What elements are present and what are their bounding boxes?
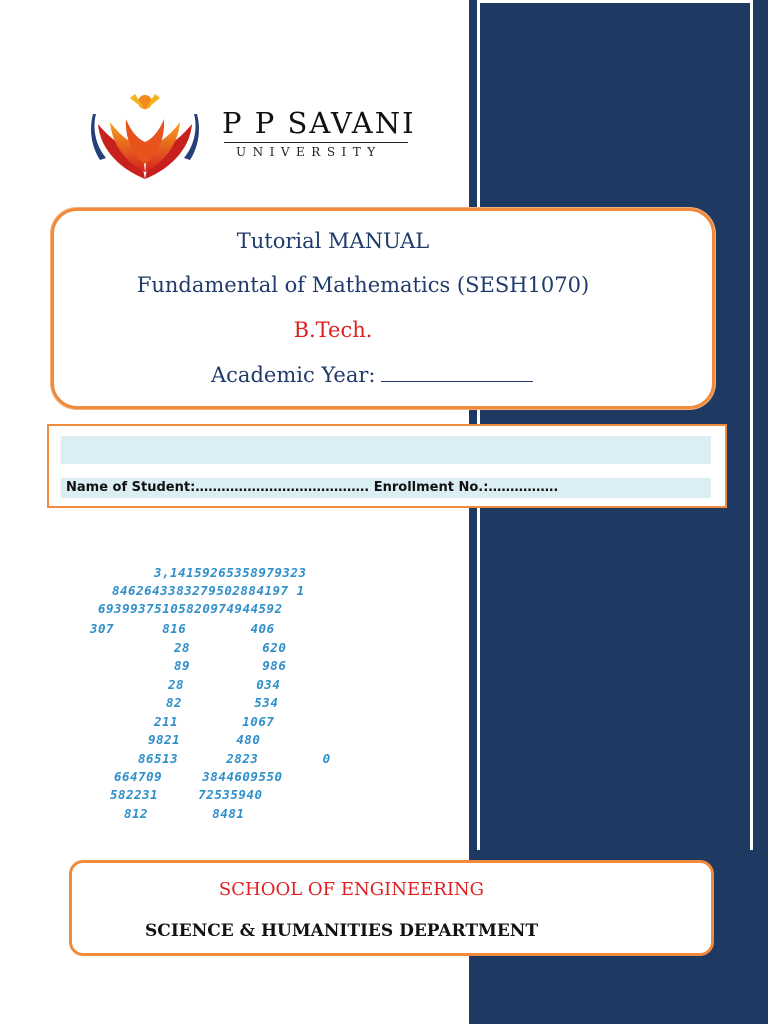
pi-digits-line: 28 034	[168, 677, 281, 692]
pi-digits-line: 89 986	[174, 658, 287, 673]
pi-digits-line: 82 534	[166, 695, 279, 710]
panel-right-line	[750, 0, 753, 850]
university-name: P P SAVANI	[222, 106, 416, 140]
pi-digits-line: 307 816 406	[90, 621, 275, 636]
pi-digits-line: 28 620	[174, 640, 287, 655]
course-title: Fundamental of Mathematics (SESH1070)	[136, 273, 590, 297]
pi-digits-line: 86513 2823 0	[138, 751, 331, 766]
pi-digits-line: 3,14159265358979323	[154, 565, 307, 580]
pi-digits-line: 211 1067	[154, 714, 275, 729]
pi-digits-artwork	[90, 565, 390, 830]
student-info-box	[47, 424, 727, 508]
pi-digits-line: 8462643383279502884197 1	[112, 583, 305, 598]
pi-digits-line: 812 8481	[124, 806, 245, 821]
department-box	[69, 860, 714, 956]
pi-digits-line: 664709 3844609550	[114, 769, 283, 784]
university-subtitle: UNIVERSITY	[236, 145, 382, 159]
pi-digits-line: 582231 72535940	[110, 787, 263, 802]
brand-divider	[224, 142, 408, 143]
panel-top-line	[480, 0, 752, 3]
program-name: B.Tech.	[293, 318, 373, 342]
academic-year-blank	[381, 363, 533, 382]
pi-digits-line: 9821 480	[148, 732, 261, 747]
manual-type: Tutorial MANUAL	[236, 229, 430, 253]
student-band	[61, 436, 711, 464]
title-box	[51, 208, 715, 409]
school-name: SCHOOL OF ENGINEERING	[218, 879, 485, 900]
student-fields-row: Name of Student:…………………………………. Enrollment No.:…………….	[61, 478, 711, 498]
academic-year-row	[211, 363, 533, 387]
pi-digits-line: 69399375105820974944592	[98, 601, 283, 616]
department-name: SCIENCE & HUMANITIES DEPARTMENT	[145, 921, 538, 941]
university-logo-icon	[90, 84, 200, 184]
academic-year-label: Academic Year:	[211, 363, 376, 387]
